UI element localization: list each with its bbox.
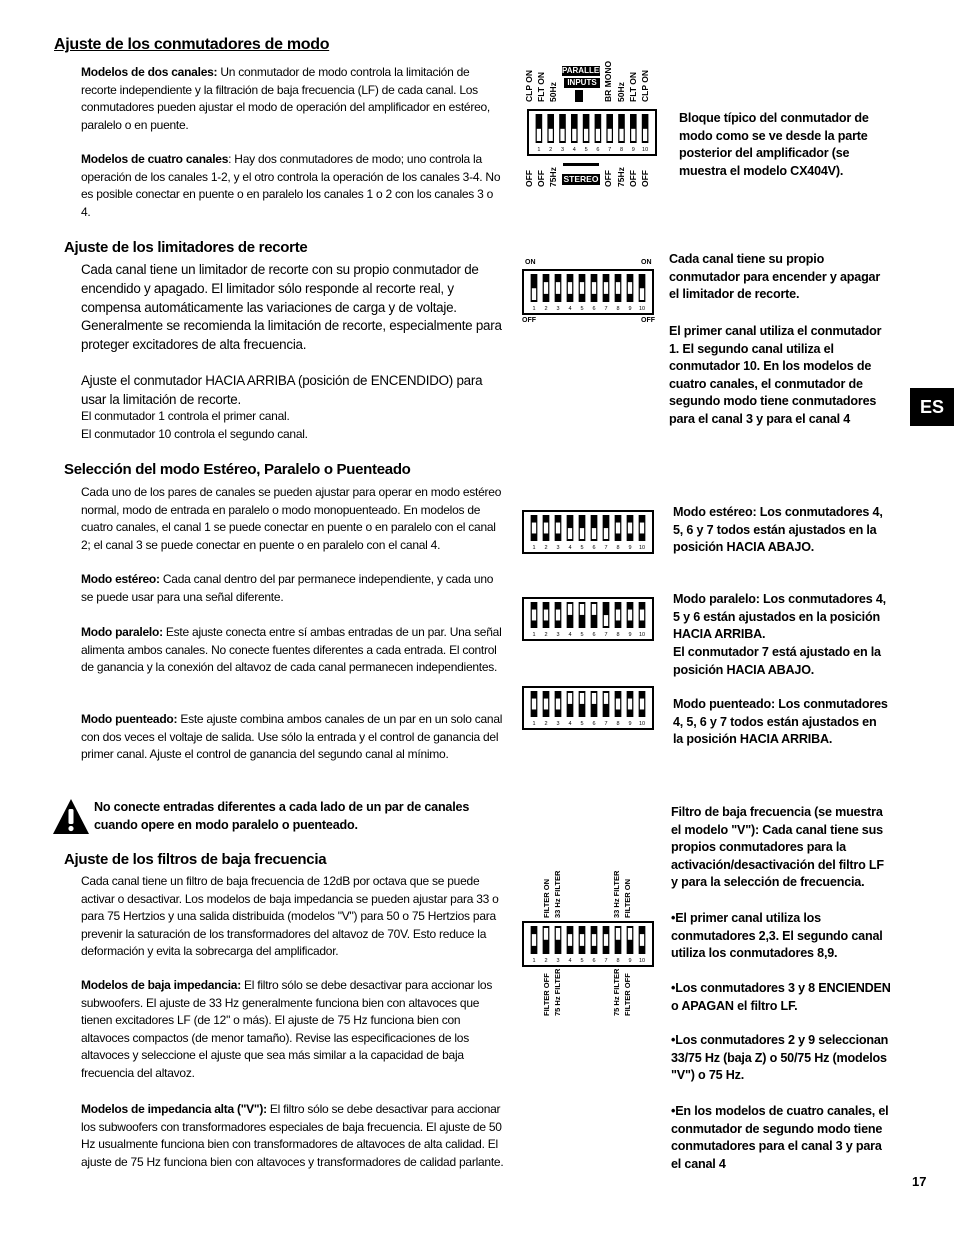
dip-switch-filter-svg [524,923,652,965]
switch-number-4: 4 [568,958,572,964]
switch-number-10: 10 [638,545,646,551]
switch-knob-1 [532,934,536,946]
switch-number-9: 9 [628,958,632,964]
switch-number-2: 2 [544,958,548,964]
label-clp-on-right: CLP ON [640,70,650,102]
paragraph-four-channel: Modelos de cuatro canales: Hay dos conmutadores de modo; uno controla la operación de los canales 1-2, y el otro controla la operación de los canales 3-4. No es posible conectar en puente o en paralelo los canales 1 o 2 con los canales 3 o 4. [81,152,501,219]
switch-knob-4 [568,604,572,615]
label-filter-on-left: FILTER ON [542,878,551,918]
switch-knob-4 [568,934,572,946]
label-off-right: OFF [641,317,655,324]
caption-lf-4: •Los conmutadores 2 y 9 seleccionan 33/75 Hz (baja Z) o 50/75 Hz (modelos "V") o 75 Hz. [671,1033,889,1083]
caption-mode-switch: Bloque típico del conmutador de modo como se ve desde la parte posterior del amplificador (se muestra el modelo CX404V). [679,111,869,178]
switch-number-9: 9 [628,545,632,551]
switch-number-4: 4 [572,147,576,153]
switch-knob-2 [544,610,548,621]
section-title-mode-switches: Ajuste de los conmutadores de modo [54,36,330,53]
label-clp-on: CLP ON [524,70,534,102]
switch-knob-5 [580,604,584,615]
language-tab: ES [910,388,954,426]
label-parallel: PARALLEL [562,66,605,75]
switch-knob-2 [544,699,548,710]
label-on-right: ON [641,259,652,266]
switch-number-1: 1 [532,721,536,727]
switch-knob-3 [556,282,560,294]
label-33hz-left: 33 Hz FILTER [553,870,562,918]
caption-lf-1: Filtro de baja frecuencia (se muestra el modelo "V"): Cada canal tiene sus propios conmutadores para la activación/desactivación del filtro LF y para la selección de frecuencia. [671,805,884,890]
switch-number-10: 10 [638,306,646,312]
label-filter-on-right: FILTER ON [623,878,632,918]
label-off-left: OFF [522,317,536,324]
switch-knob-8 [616,699,620,710]
dip-switch-parallel-svg [524,599,652,639]
switch-knob-2 [544,928,548,940]
switch-number-6: 6 [592,632,596,638]
switch-number-7: 7 [608,147,612,153]
switch-number-2: 2 [544,721,548,727]
section-title-lf-filters: Ajuste de los filtros de baja frecuencia [64,851,327,868]
label-off-3: OFF [603,170,613,187]
switch-knob-4 [568,528,572,539]
switch-knob-1 [532,610,536,621]
warning-icon [52,798,90,836]
switch-number-1: 1 [532,545,536,551]
bracket-marker [575,90,583,102]
switch-number-7: 7 [604,306,608,312]
label-33hz-right: 33 Hz FILTER [612,870,621,918]
switch-number-10: 10 [642,147,649,153]
switch-knob-3 [556,699,560,710]
switch-knob-10 [640,523,644,534]
switch-knob-9 [628,699,632,710]
switch-knob-3 [556,928,560,940]
label-off-5: OFF [640,170,650,187]
switch-knob-3 [556,610,560,621]
switch-knob-3 [556,523,560,534]
switch-number-3: 3 [556,958,560,964]
page-number: 17 [912,1174,927,1189]
switch-number-9: 9 [628,306,632,312]
switch-number-5: 5 [580,958,584,964]
paragraph-clip-limiter: Cada canal tiene un limitador de recorte con su propio conmutador de encendido y apagado. El limitador sólo responde al recorte real, y compensa automáticamente las variaciones de carga y de voltaje. Generalmente se recomienda la limitación de recorte, especialmente para proteger excitadores de alta frecuencia. [81,262,502,353]
caption-lf-2: •El primer canal utiliza los conmutadores 2,3. El segundo canal utiliza los conmutadores 8,9. [671,911,883,961]
switch-number-4: 4 [568,632,572,638]
switch-number-4: 4 [568,545,572,551]
label-filter-off-right: FILTER OFF [623,973,632,1016]
switch-knob-10 [640,288,644,300]
switch-knob-1 [532,699,536,710]
dip-switch-parallel [522,597,654,641]
label-75hz-right: 75Hz [616,167,626,187]
switch-knob-6 [592,282,596,294]
switch-knob-7 [604,282,608,294]
switch-number-3: 3 [556,632,560,638]
caption-bridge: Modo puenteado: Los conmutadores 4, 5, 6 y 7 todos están ajustados en la posición HACIA ARRIBA. [673,697,888,747]
switch-number-10: 10 [638,958,646,964]
switch-number-8: 8 [616,632,620,638]
paragraph-switch-1: El conmutador 1 controla el primer canal. [81,409,290,423]
label-75hz-filter-left: 75 Hz FILTER [553,968,562,1016]
switch-knob-10 [640,610,644,621]
switch-number-6: 6 [592,721,596,727]
caption-stereo: Modo estéreo: Los conmutadores 4, 5, 6 y 7 todos están ajustados en la posición HACIA ABAJO. [673,505,883,555]
switch-number-3: 3 [556,306,560,312]
label-flt-on-right: FLT ON [628,71,638,102]
label-off-2: OFF [536,170,546,187]
switch-knob-6 [592,693,596,704]
switch-number-6: 6 [592,958,596,964]
switch-number-10: 10 [638,632,646,638]
label-stereo: STEREO [563,174,599,184]
switch-number-5: 5 [580,545,584,551]
switch-number-2: 2 [544,545,548,551]
switch-knob-10 [640,934,644,946]
label-filter-off-left: FILTER OFF [542,973,551,1016]
switch-knob-4 [568,693,572,704]
switch-knob-5 [584,129,588,141]
switch-knob-9 [631,129,635,141]
switch-knob-2 [549,129,553,141]
paragraph-bridge: Modo puenteado: Este ajuste combina ambos canales de un par en un solo canal con dos veces el voltaje de salida. Use sólo la entrada y el control de ganancia del primer canal. Ajuste el control de ganancia del segundo canal al mínimo. [81,712,503,762]
switch-number-10: 10 [638,721,646,727]
paragraph-stereo: Modo estéreo: Cada canal dentro del par permanece independiente, y cada uno se puede usar para una señal diferente. [81,572,494,604]
switch-knob-7 [604,934,608,946]
warning-text: No conecte entradas diferentes a cada lado de un par de canales cuando opere en modo paralelo o puenteado. [94,800,470,832]
dip-switch-bridge [522,686,654,730]
section-title-clip-limiters: Ajuste de los limitadores de recorte [64,239,308,256]
switch-number-7: 7 [604,721,608,727]
switch-number-4: 4 [568,306,572,312]
switch-number-2: 2 [549,147,553,153]
paragraph-lf-filter: Cada canal tiene un filtro de baja frecuencia de 12dB por octava que se puede activar o desactivar. Los modelos de baja impedancia se pueden ajustar para 33 o para 75 Hertzios y una salida distribuida (modelos "V") para 50 o 75 Hertzios para prevenir la saturación de los transformadores del altavoz de 70V. Esto reduce la deformación y evita la sobrecarga del amplificador. [81,874,499,959]
switch-number-3: 3 [556,545,560,551]
switch-number-2: 2 [544,306,548,312]
switch-knob-6 [592,934,596,946]
caption-clip-1: Cada canal tiene su propio conmutador para encender y apagar el limitador de recorte. [669,252,881,302]
paragraph-switch-10: El conmutador 10 controla el segundo canal. [81,427,308,441]
label-75hz-filter-right: 75 Hz FILTER [612,968,621,1016]
paragraph-modes: Cada uno de los pares de canales se pueden ajustar para operar en modo estéreo normal, modo de entrada en paralelo o modo monopuenteado. En modelos de cuatro canales, el canal 1 se puede conectar en puente o en paralelo con el canal 2; el canal 3 se puede conectar en puente o en paralelo con el canal 4. [81,485,502,552]
label-flt-on: FLT ON [536,71,546,102]
switch-number-8: 8 [619,147,624,153]
switch-number-4: 4 [568,721,572,727]
switch-number-7: 7 [604,545,608,551]
switch-number-8: 8 [616,721,620,727]
switch-knob-5 [580,528,584,539]
switch-knob-1 [537,129,541,141]
switch-knob-6 [596,129,600,141]
dip-switch-stereo [522,510,654,554]
switch-knob-8 [616,523,620,534]
switch-number-2: 2 [544,632,548,638]
switch-knob-5 [580,693,584,704]
caption-parallel-2: El conmutador 7 está ajustado en la posición HACIA ABAJO. [673,645,881,677]
paragraph-low-impedance: Modelos de baja impedancia: El filtro sólo se debe desactivar para accionar los subwoofers. El ajuste de 33 Hz generalmente funciona bien con altavoces que tienen excitadores LF (de 12" o más). El ajuste de 75 Hz funciona bien con altavoces compactos (de menor tamaño). Revise las especificaciones de los altavoces y seleccione el ajuste que sea más similar a la capacidad de baja frecuencia del altavoz. [81,978,493,1080]
dip-switch-mode [527,109,657,156]
switch-number-5: 5 [580,721,584,727]
switch-number-1: 1 [532,306,536,312]
switch-number-5: 5 [584,147,588,153]
label-on-left: ON [525,259,536,266]
switch-number-5: 5 [580,632,584,638]
paragraph-two-channel: Modelos de dos canales: Un conmutador de modo controla la limitación de recorte independiente y la filtración de baja frecuencia (LF) de cada canal. Los conmutadores pueden ajustar el modo de operación del amplificador en estéreo, paralelo o en puente. [81,65,491,132]
switch-knob-9 [628,610,632,621]
switch-knob-6 [592,528,596,539]
label-inputs: INPUTS [564,78,600,88]
switch-number-1: 1 [532,632,536,638]
switch-knob-8 [616,928,620,940]
switch-knob-7 [604,693,608,704]
switch-number-6: 6 [596,147,600,153]
switch-knob-10 [640,699,644,710]
bracket-line [563,163,599,170]
label-75hz: 75Hz [548,167,558,187]
switch-number-1: 1 [537,147,541,153]
switch-knob-8 [619,129,623,141]
section-title-stereo-parallel-bridge: Selección del modo Estéreo, Paralelo o Puenteado [64,461,411,478]
switch-knob-4 [568,282,572,294]
switch-number-7: 7 [604,632,608,638]
switch-number-3: 3 [556,721,560,727]
switch-knob-1 [532,288,536,300]
switch-knob-2 [544,282,548,294]
switch-number-1: 1 [532,958,536,964]
switch-knob-5 [580,934,584,946]
caption-lf-5: •En los modelos de cuatro canales, el conmutador de segundo modo tiene conmutadores para el canal 3 y para el canal 4 [671,1104,889,1171]
switch-number-8: 8 [616,545,620,551]
switch-knob-8 [616,282,620,294]
switch-number-8: 8 [616,306,620,312]
switch-number-8: 8 [616,958,620,964]
dip-switch-stereo-svg [524,512,652,552]
switch-knob-9 [628,523,632,534]
switch-knob-3 [560,129,564,141]
switch-number-5: 5 [580,306,584,312]
paragraph-high-impedance: Modelos de impedancia alta ("V"): El filtro sólo se debe desactivar para accionar los subwoofers con transformadores especiales de baja frecuencia. El ajuste de 50 Hz usualmente funciona bien con transformadores de altavoces de alta calidad. El ajuste de 75 Hz funciona bien con altavoces y transformadores de calidad parlante. [81,1102,504,1169]
label-off-1: OFF [524,170,534,187]
switch-knob-6 [592,604,596,615]
dip-switch-clip-svg [524,271,652,313]
dip-switch-bridge-svg [524,688,652,728]
dip-switch-filter [522,921,654,967]
caption-parallel-1: Modo paralelo: Los conmutadores 4, 5 y 6 están ajustados en la posición HACIA ARRIBA. [673,592,886,642]
paragraph-parallel: Modo paralelo: Este ajuste conecta entre sí ambas entradas de un par. Una señal alimenta ambos canales. No conecte fuentes diferentes a cada entrada. El control de ganancia y la conexión del altavoz de cada canal permanecen independientes. [81,625,502,675]
switch-number-9: 9 [628,721,632,727]
label-50hz-right: 50Hz [616,82,626,102]
switch-knob-4 [572,129,576,141]
switch-knob-8 [616,610,620,621]
switch-number-6: 6 [592,306,596,312]
switch-number-9: 9 [628,632,632,638]
switch-knob-10 [643,129,647,141]
label-50hz: 50Hz [548,82,558,102]
switch-knob-9 [628,928,632,940]
switch-number-7: 7 [604,958,608,964]
paragraph-clip-limiter-setting: Ajuste el conmutador HACIA ARRIBA (posición de ENCENDIDO) para usar la limitación de recorte. [81,373,483,407]
dip-switch-clip [522,269,654,315]
switch-number-6: 6 [592,545,596,551]
switch-number-9: 9 [631,147,635,153]
switch-knob-7 [604,528,608,539]
switch-knob-7 [604,615,608,626]
switch-number-3: 3 [560,147,565,153]
label-br-mono: BR MONO [603,60,613,102]
label-off-4: OFF [628,170,638,187]
caption-clip-2: El primer canal utiliza el conmutador 1. El segundo canal utiliza el conmutador 10. En los modelos de cuatro canales, el conmutador de segundo modo tiene conmutadores para el canal 3 y para el canal 4 [669,324,882,426]
switch-knob-5 [580,282,584,294]
switch-knob-1 [532,523,536,534]
switch-knob-7 [608,129,612,141]
dip-switch-mode-svg [529,111,655,154]
switch-knob-9 [628,282,632,294]
caption-lf-3: •Los conmutadores 3 y 8 ENCIENDEN o APAGAN el filtro LF. [671,981,891,1013]
switch-knob-2 [544,523,548,534]
